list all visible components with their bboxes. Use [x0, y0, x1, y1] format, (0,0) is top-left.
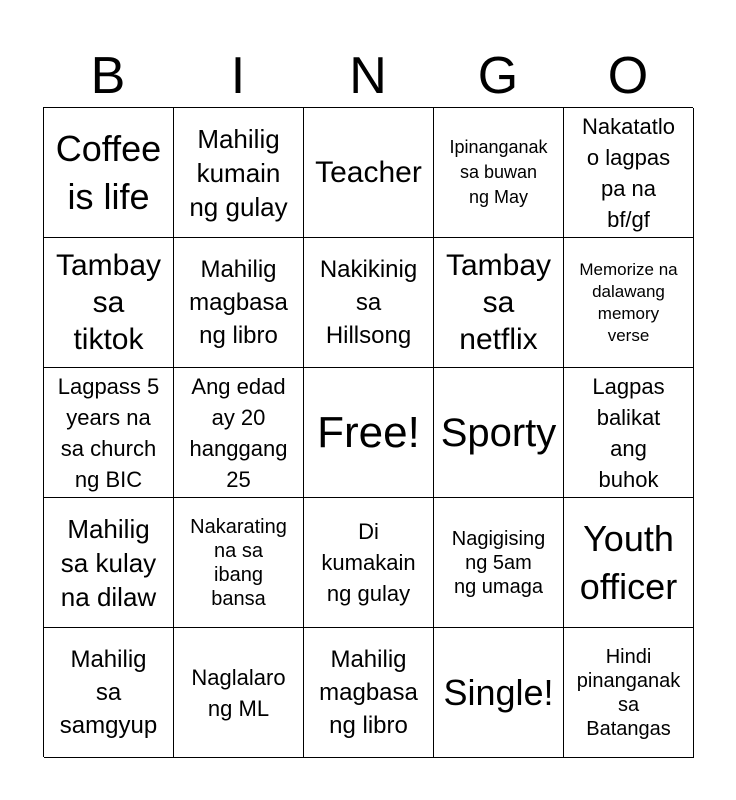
cell-text: Ang edad ay 20 hanggang 25 [189, 373, 288, 492]
bingo-cell[interactable] [434, 628, 564, 758]
cell-text: Teacher [315, 156, 422, 189]
bingo-cell[interactable] [44, 368, 174, 498]
cell-text: Lagpas balikat ang buhok [592, 373, 665, 492]
bingo-cell[interactable] [174, 238, 304, 368]
cell-text: Single! [443, 671, 554, 713]
cell-text: Nakatatlo o lagpas pa na bf/gf [582, 113, 675, 232]
bingo-cell[interactable] [44, 238, 174, 368]
cell-text: Coffee is life [55, 127, 162, 217]
cell-text: Naglalaro ng ML [191, 664, 286, 721]
bingo-cell[interactable] [304, 108, 434, 238]
bingo-cell[interactable] [564, 238, 694, 368]
bingo-cell[interactable] [434, 368, 564, 498]
header-letter-g: G [477, 47, 519, 105]
bingo-cell[interactable] [174, 368, 304, 498]
header-letter-o: O [607, 47, 649, 105]
bingo-cell[interactable] [44, 108, 174, 238]
bingo-cell[interactable] [434, 108, 564, 238]
cell-text: Memorize na dalawang memory verse [579, 259, 678, 345]
cell-text: Hindi pinanganak sa Batangas [576, 645, 681, 740]
bingo-cell[interactable] [434, 238, 564, 368]
cell-text: Mahilig magbasa ng libro [319, 646, 418, 739]
cell-text: Mahilig sa kulay na dilaw [60, 513, 157, 612]
bingo-cell[interactable] [44, 628, 174, 758]
header-letter-i: I [230, 47, 246, 105]
cell-text: Sporty [440, 410, 557, 455]
bingo-cell[interactable] [304, 238, 434, 368]
cell-text: Lagpass 5 years na sa church ng BIC [57, 373, 160, 492]
cell-text: Di kumakain ng gulay [321, 519, 416, 606]
bingo-cell[interactable] [304, 628, 434, 758]
bingo-cell[interactable] [564, 108, 694, 238]
cell-text: Ipinanganak sa buwan ng May [449, 137, 548, 207]
bingo-cell[interactable] [564, 498, 694, 628]
cell-text: Mahilig kumain ng gulay [189, 123, 288, 222]
bingo-cell[interactable] [304, 498, 434, 628]
bingo-cell[interactable] [174, 498, 304, 628]
bingo-cell[interactable] [564, 368, 694, 498]
cell-text: Nakikinig sa Hillsong [319, 256, 418, 349]
free-space-cell[interactable] [304, 368, 434, 498]
bingo-cell[interactable] [174, 628, 304, 758]
cell-text: Mahilig magbasa ng libro [189, 256, 288, 349]
bingo-cell[interactable] [434, 498, 564, 628]
header-letter-n: N [349, 47, 387, 105]
bingo-cell[interactable] [564, 628, 694, 758]
header-letter-b: B [90, 47, 126, 105]
cell-text: Youth officer [579, 517, 678, 607]
bingo-card-grid [43, 107, 693, 757]
cell-text: Free! [317, 407, 420, 457]
cell-text: Mahilig sa samgyup [59, 646, 158, 739]
cell-text: Tambay sa netflix [445, 249, 552, 356]
cell-text: Nakarating na sa ibang bansa [190, 515, 287, 610]
bingo-cell[interactable] [174, 108, 304, 238]
bingo-header [43, 44, 693, 108]
cell-text: Nagigising ng 5am ng umaga [451, 527, 546, 598]
cell-text: Tambay sa tiktok [55, 249, 162, 356]
bingo-cell[interactable] [44, 498, 174, 628]
